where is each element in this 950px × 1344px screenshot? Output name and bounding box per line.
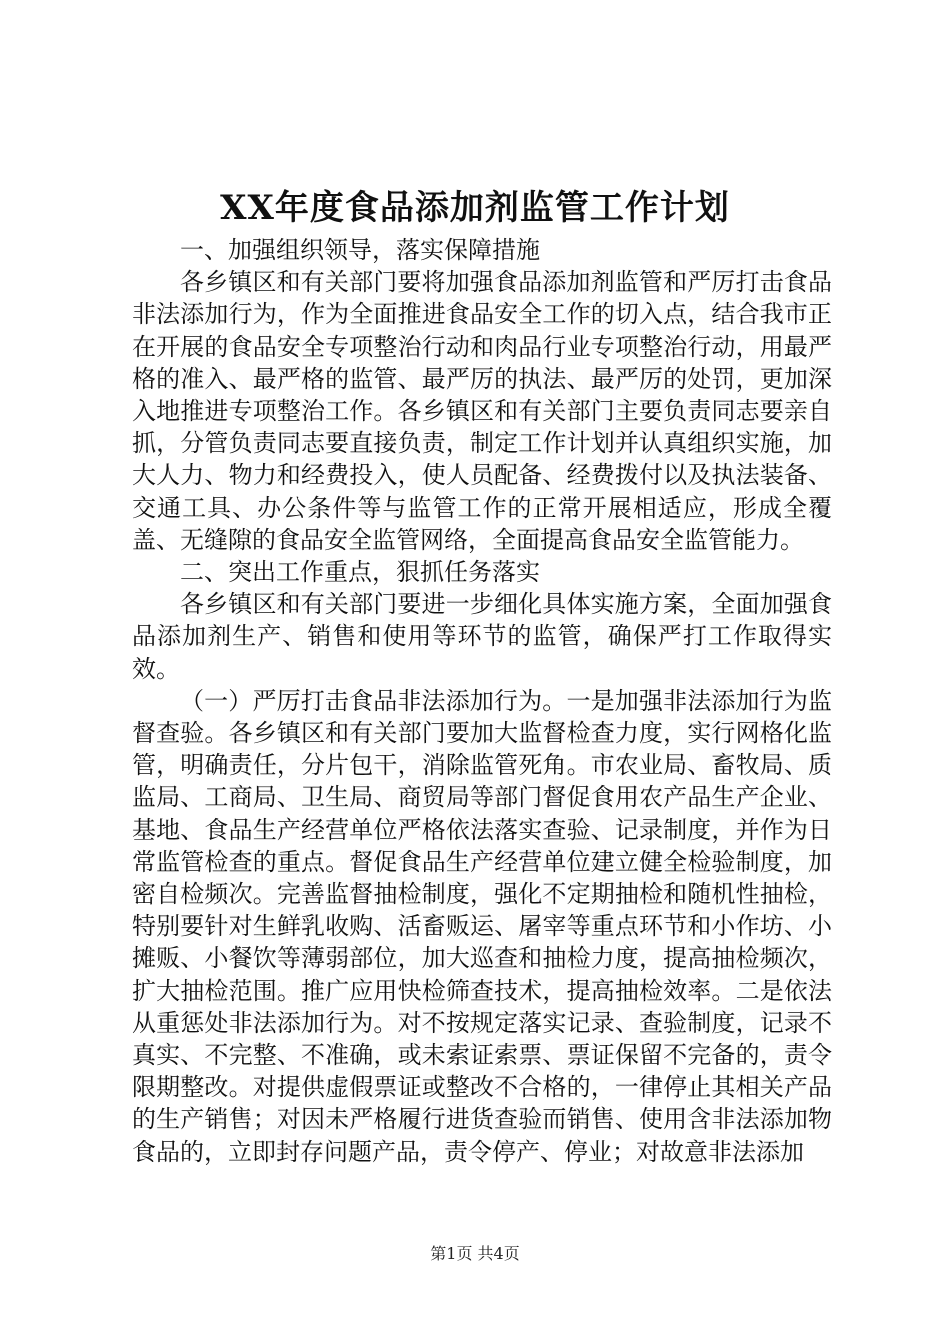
section-heading-1: 一、加强组织领导，落实保障措施 — [180, 236, 540, 264]
paragraph-3: （一）严厉打击食品非法添加行为。一是加强非法添加行为监督查验。各乡镇区和有关部门要加大监督检查力度，实行网格化监管，明确责任，分片包干，消除监管死角。市农业局、畜牧局、质监局、工商局、卫生局、商贸局等部门督促食用农产品生产企业、基地、食品生产经营单位严格依法落实查验、记录制度，并作为日常监管检查的重点。督促食品生产经营单位建立健全检验制度，加密自检频次。完善监督抽检制度，强化不定期抽检和随机性抽检，特别要针对生鲜乳收购、活畜贩运、屠宰等重点环节和小作坊、小摊贩、小餐饮等薄弱部位，加大巡查和抽检力度，提高抽检频次，扩大抽检范围。推广应用快检筛查技术，提高抽检效率。二是依法从重惩处非法添加行为。对不按规定落实记录、查验制度，记录不真实、不完整、不准确，或未索证索票、票证保留不完备的，责令限期整改。对提供虚假票证或整改不合格的，一律停止其相关产品的生产销售；对因未严格履行进货查验而销售、使用含非法添加物食品的，立即封存问题产品，责令停产、停业；对故意非法添加 — [132, 686, 832, 1166]
document-body — [132, 234, 832, 1168]
section-heading-2: 二、突出工作重点，狠抓任务落实 — [180, 558, 540, 587]
paragraph-1: 各乡镇区和有关部门要将加强食品添加剂监管和严厉打击食品非法添加行为，作为全面推进食品安全工作的切入点，结合我市正在开展的食品安全专项整治行动和肉品行业专项整治行动，用最严格的准入、最严格的监管、最严厉的执法、最严厉的处罚，更加深入地推进专项整治工作。各乡镇区和有关部门主要负责同志要亲自抓，分管负责同志要直接负责，制定工作计划并认真组织实施，加大人力、物力和经费投入，使人员配备、经费拨付以及执法装备、交通工具、办公条件等与监管工作的正常开展相适应，形成全覆盖、无缝隙的食品安全监管网络，全面提高食品安全监管能力。 — [132, 268, 832, 554]
paragraph-2: 各乡镇区和有关部门要进一步细化具体实施方案，全面加强食品添加剂生产、销售和使用等环节的监管，确保严打工作取得实效。 — [132, 590, 832, 683]
document-title: XX年度食品添加剂监管工作计划 — [220, 188, 730, 228]
page-footer: 第1页 共4页 — [430, 1244, 520, 1263]
